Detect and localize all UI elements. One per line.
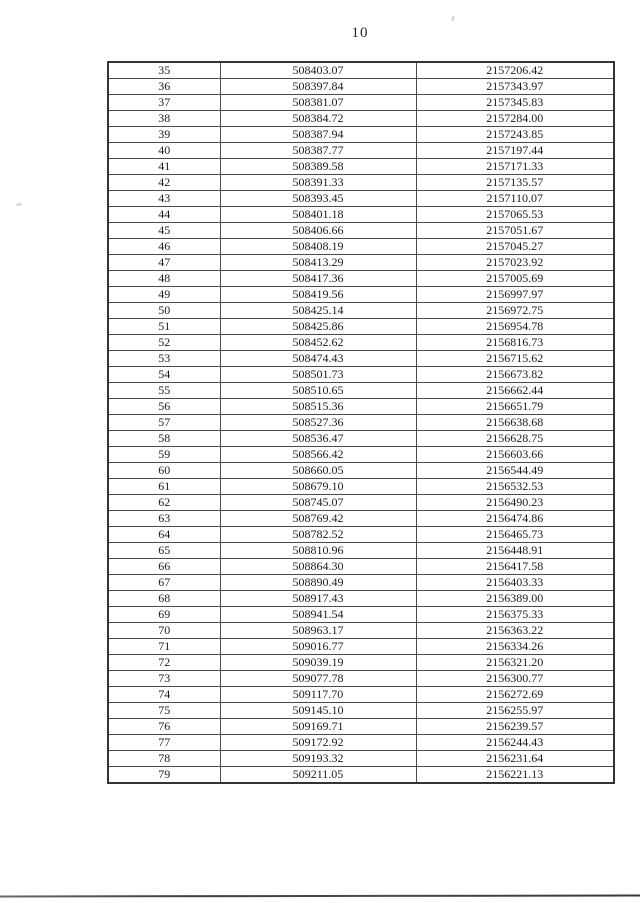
table-cell: 2156490.23	[416, 495, 614, 511]
table-cell: 40	[108, 143, 220, 159]
table-cell: 508510.65	[220, 383, 416, 399]
table-cell: 508941.54	[220, 607, 416, 623]
table-cell: 2156244.43	[416, 735, 614, 751]
table-cell: 508413.29	[220, 255, 416, 271]
table-cell: 2156403.33	[416, 575, 614, 591]
table-row	[108, 383, 614, 399]
table-cell: 508384.72	[220, 111, 416, 127]
table-row	[108, 255, 614, 271]
table-cell: 46	[108, 239, 220, 255]
table-cell: 2156448.91	[416, 543, 614, 559]
table-cell: 75	[108, 703, 220, 719]
table-cell: 2156321.20	[416, 655, 614, 671]
table-cell: 508381.07	[220, 95, 416, 111]
table-cell: 508408.19	[220, 239, 416, 255]
table-row	[108, 463, 614, 479]
table-cell: 38	[108, 111, 220, 127]
coordinate-table	[107, 61, 615, 784]
table-row	[108, 767, 614, 784]
table-cell: 508403.07	[220, 62, 416, 79]
table-cell: 509117.70	[220, 687, 416, 703]
table-cell: 2156628.75	[416, 431, 614, 447]
table-row	[108, 62, 614, 79]
table-cell: 2157243.85	[416, 127, 614, 143]
table-cell: 2157343.97	[416, 79, 614, 95]
table-cell: 68	[108, 591, 220, 607]
table-row	[108, 655, 614, 671]
table-row	[108, 719, 614, 735]
page-number: 10	[351, 25, 369, 41]
table-cell: 509169.71	[220, 719, 416, 735]
table-cell: 59	[108, 447, 220, 463]
table-row	[108, 559, 614, 575]
table-cell: 509077.78	[220, 671, 416, 687]
table-row	[108, 335, 614, 351]
table-cell: 2156651.79	[416, 399, 614, 415]
table-row	[108, 287, 614, 303]
table-cell: 2157023.92	[416, 255, 614, 271]
table-cell: 2156239.57	[416, 719, 614, 735]
table-cell: 51	[108, 319, 220, 335]
scan-artifact	[451, 16, 455, 21]
coordinate-table-body	[108, 62, 614, 783]
table-cell: 55	[108, 383, 220, 399]
table-row	[108, 143, 614, 159]
table-cell: 2156816.73	[416, 335, 614, 351]
table-row	[108, 367, 614, 383]
table-cell: 49	[108, 287, 220, 303]
table-row	[108, 239, 614, 255]
table-cell: 43	[108, 191, 220, 207]
table-cell: 508864.30	[220, 559, 416, 575]
table-cell: 64	[108, 527, 220, 543]
table-row	[108, 511, 614, 527]
table-cell: 2156389.00	[416, 591, 614, 607]
table-row	[108, 95, 614, 111]
table-cell: 78	[108, 751, 220, 767]
table-cell: 509211.05	[220, 767, 416, 784]
table-cell: 52	[108, 335, 220, 351]
table-cell: 508401.18	[220, 207, 416, 223]
table-cell: 509145.10	[220, 703, 416, 719]
table-cell: 69	[108, 607, 220, 623]
table-cell: 508566.42	[220, 447, 416, 463]
table-cell: 2156272.69	[416, 687, 614, 703]
table-cell: 2156715.62	[416, 351, 614, 367]
table-cell: 508387.77	[220, 143, 416, 159]
table-cell: 508425.86	[220, 319, 416, 335]
table-cell: 2156300.77	[416, 671, 614, 687]
table-cell: 57	[108, 415, 220, 431]
table-cell: 2157045.27	[416, 239, 614, 255]
table-cell: 58	[108, 431, 220, 447]
table-cell: 74	[108, 687, 220, 703]
table-cell: 508536.47	[220, 431, 416, 447]
table-cell: 71	[108, 639, 220, 655]
table-cell: 2156662.44	[416, 383, 614, 399]
table-cell: 67	[108, 575, 220, 591]
table-row	[108, 319, 614, 335]
table-cell: 508417.36	[220, 271, 416, 287]
table-cell: 39	[108, 127, 220, 143]
table-cell: 2156544.49	[416, 463, 614, 479]
table-cell: 73	[108, 671, 220, 687]
table-row	[108, 399, 614, 415]
table-cell: 50	[108, 303, 220, 319]
table-cell: 79	[108, 767, 220, 784]
table-row	[108, 671, 614, 687]
table-cell: 508810.96	[220, 543, 416, 559]
table-cell: 2156638.68	[416, 415, 614, 431]
table-row	[108, 495, 614, 511]
table-cell: 2157065.53	[416, 207, 614, 223]
table-cell: 508769.42	[220, 511, 416, 527]
table-cell: 508501.73	[220, 367, 416, 383]
table-cell: 508391.33	[220, 175, 416, 191]
table-cell: 2156375.33	[416, 607, 614, 623]
table-cell: 508393.45	[220, 191, 416, 207]
table-cell: 37	[108, 95, 220, 111]
table-cell: 65	[108, 543, 220, 559]
table-cell: 66	[108, 559, 220, 575]
table-cell: 508890.49	[220, 575, 416, 591]
table-cell: 2157135.57	[416, 175, 614, 191]
table-cell: 2157005.69	[416, 271, 614, 287]
table-cell: 508515.36	[220, 399, 416, 415]
table-cell: 2157284.00	[416, 111, 614, 127]
table-cell: 61	[108, 479, 220, 495]
table-row	[108, 303, 614, 319]
table-row	[108, 703, 614, 719]
table-cell: 60	[108, 463, 220, 479]
table-cell: 2156334.26	[416, 639, 614, 655]
table-cell: 2156532.53	[416, 479, 614, 495]
table-row	[108, 191, 614, 207]
table-cell: 2156474.86	[416, 511, 614, 527]
table-row	[108, 623, 614, 639]
table-cell: 76	[108, 719, 220, 735]
table-row	[108, 591, 614, 607]
table-cell: 2157110.07	[416, 191, 614, 207]
table-cell: 508963.17	[220, 623, 416, 639]
table-cell: 508425.14	[220, 303, 416, 319]
table-row	[108, 543, 614, 559]
table-cell: 508419.56	[220, 287, 416, 303]
table-row	[108, 431, 614, 447]
table-cell: 508745.07	[220, 495, 416, 511]
table-cell: 2157345.83	[416, 95, 614, 111]
table-cell: 2156231.64	[416, 751, 614, 767]
table-row	[108, 127, 614, 143]
table-cell: 62	[108, 495, 220, 511]
table-cell: 509016.77	[220, 639, 416, 655]
table-cell: 77	[108, 735, 220, 751]
table-cell: 2157197.44	[416, 143, 614, 159]
table-cell: 508527.36	[220, 415, 416, 431]
table-row	[108, 223, 614, 239]
table-row	[108, 639, 614, 655]
table-cell: 42	[108, 175, 220, 191]
table-cell: 2156221.13	[416, 767, 614, 784]
table-row	[108, 271, 614, 287]
page-bottom-scan-edge	[0, 895, 640, 898]
table-cell: 47	[108, 255, 220, 271]
table-row	[108, 751, 614, 767]
table-cell: 2156997.97	[416, 287, 614, 303]
table-row	[108, 527, 614, 543]
table-row	[108, 351, 614, 367]
table-row	[108, 447, 614, 463]
table-cell: 70	[108, 623, 220, 639]
table-cell: 72	[108, 655, 220, 671]
table-cell: 2156954.78	[416, 319, 614, 335]
table-cell: 508389.58	[220, 159, 416, 175]
table-row	[108, 607, 614, 623]
table-cell: 508660.05	[220, 463, 416, 479]
table-cell: 36	[108, 79, 220, 95]
table-cell: 2156363.22	[416, 623, 614, 639]
table-row	[108, 735, 614, 751]
table-cell: 2156673.82	[416, 367, 614, 383]
table-cell: 53	[108, 351, 220, 367]
table-cell: 54	[108, 367, 220, 383]
table-cell: 2157171.33	[416, 159, 614, 175]
table-cell: 508452.62	[220, 335, 416, 351]
table-cell: 508397.84	[220, 79, 416, 95]
table-cell: 56	[108, 399, 220, 415]
table-row	[108, 415, 614, 431]
table-cell: 509193.32	[220, 751, 416, 767]
table-cell: 509172.92	[220, 735, 416, 751]
table-cell: 2156417.58	[416, 559, 614, 575]
table-row	[108, 207, 614, 223]
table-cell: 2157206.42	[416, 62, 614, 79]
table-cell: 508917.43	[220, 591, 416, 607]
table-cell: 2157051.67	[416, 223, 614, 239]
table-row	[108, 159, 614, 175]
table-cell: 508406.66	[220, 223, 416, 239]
table-cell: 63	[108, 511, 220, 527]
table-cell: 508387.94	[220, 127, 416, 143]
table-row	[108, 111, 614, 127]
table-cell: 508679.10	[220, 479, 416, 495]
table-row	[108, 479, 614, 495]
table-row	[108, 687, 614, 703]
table-cell: 2156603.66	[416, 447, 614, 463]
table-cell: 48	[108, 271, 220, 287]
table-cell: 2156465.73	[416, 527, 614, 543]
table-cell: 45	[108, 223, 220, 239]
table-cell: 41	[108, 159, 220, 175]
table-row	[108, 175, 614, 191]
table-cell: 509039.19	[220, 655, 416, 671]
table-row	[108, 575, 614, 591]
table-cell: 44	[108, 207, 220, 223]
table-cell: 35	[108, 62, 220, 79]
table-cell: 2156972.75	[416, 303, 614, 319]
table-cell: 508474.43	[220, 351, 416, 367]
table-cell: 508782.52	[220, 527, 416, 543]
table-cell: 2156255.97	[416, 703, 614, 719]
scan-artifact	[16, 203, 22, 206]
table-row	[108, 79, 614, 95]
